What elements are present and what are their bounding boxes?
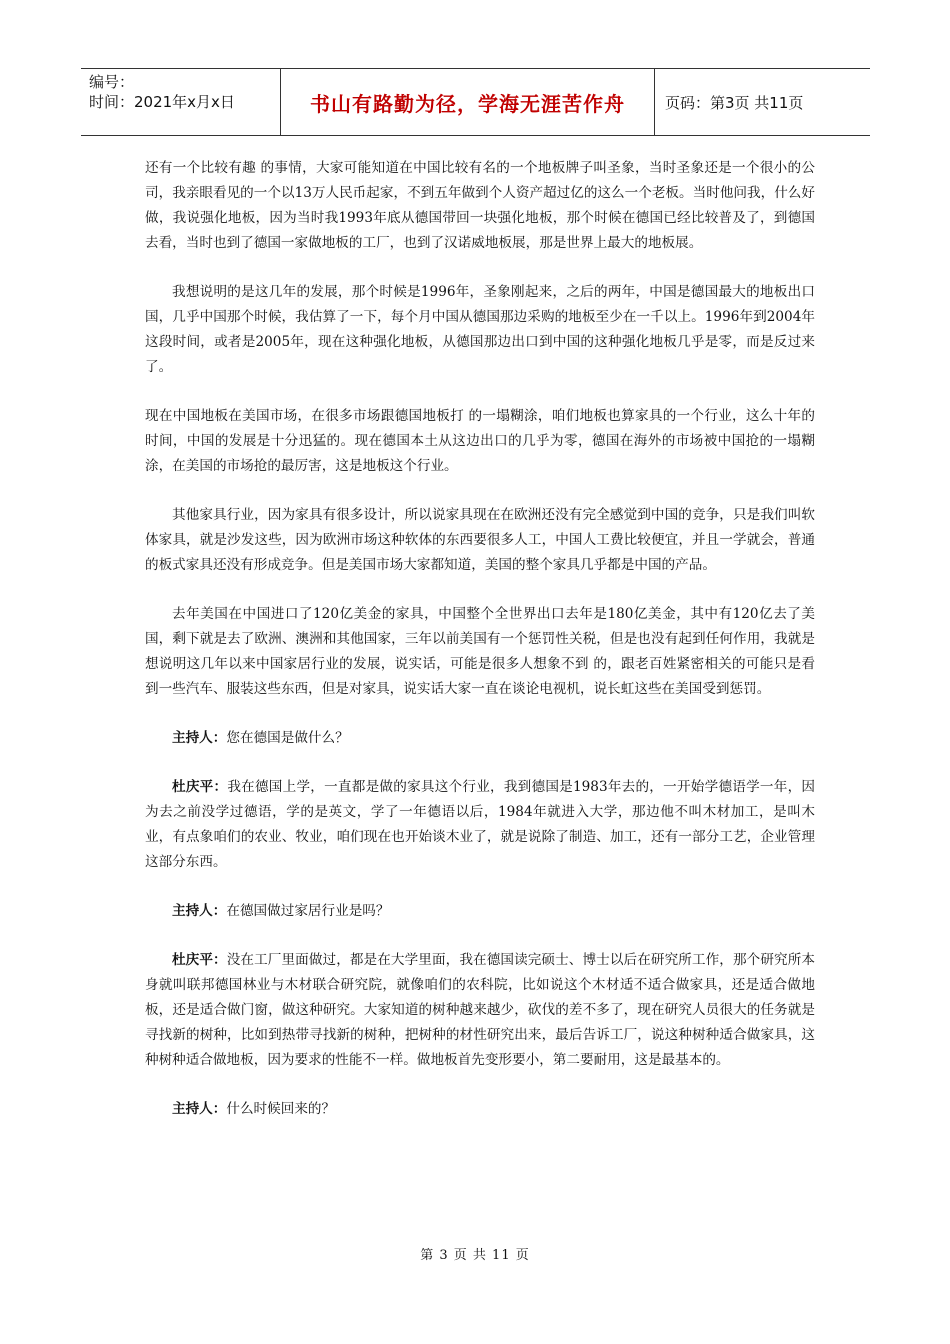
speaker-label: 主持人： xyxy=(172,730,227,746)
paragraph: 还有一个比较有趣 的事情，大家可能知道在中国比较有名的一个地板牌子叫圣象，当时圣象还是一个很小的公司，我亲眼看见的一个以13万人民币起家，不到五年做到个人资产超过亿的这么一个老板。当时他问我，什么好做，我说强化地板，因为当时我1993年底从德国带回一块强化地板，那个时候在德国已经比较普及了，到德国去看，当时也到了德国一家做地板的工厂，也到了汉诺威地板展，那是世界上最大的地板展。 xyxy=(145,160,815,251)
speaker-label: 杜庆平： xyxy=(172,779,228,795)
dialogue-line: 杜庆平：没在工厂里面做过，都是在大学里面，我在德国读完硕士、博士以后在研究所工作，那个研究所本身就叫联邦德国林业与木材联合研究院，就像咱们的农科院，比如说这个木材适不适合做家具，还是适合做地板，还是适合做门窗，做这种研究。大家知道的树种越来越少，砍伐的差不多了，现在研究人员很大的任务就是寻找新的树种，比如到热带寻找新的树种，把树种的材性研究出来，最后告诉工厂，说这种树种适合做家具，这种树种适合做地板，因为要求的性能不一样。做地板首先变形要小，第二要耐用，这是最基本的。 xyxy=(145,952,816,1068)
speaker-label: 杜庆平： xyxy=(172,952,227,968)
paragraph: 去年美国在中国进口了120亿美金的家具，中国整个全世界出口去年是180亿美金，其中有120亿去了美国，剩下就是去了欧洲、澳洲和其他国家，三年以前美国有一个惩罚性关税，但是也没有起到任何作用，我就是想说明这几年以来中国家居行业的发展，说实话，可能是很多人想象不到 的，跟老百姓紧密相关的可能只是看到一些汽车、服装这些东西，但是对家具，说实话大家一直在谈论电视机，说长虹这些在美国受到惩罚。 xyxy=(145,606,815,697)
header-page-cell xyxy=(655,69,870,135)
paragraph: 我想说明的是这几年的发展，那个时候是1996年，圣象刚起来，之后的两年，中国是德国最大的地板出口国，几乎中国那个时候，我估算了一下，每个月中国从德国那边采购的地板至少在一千以上。1996年到2004年这段时间，或者是2005年，现在这种强化地板，从德国那边出口到中国的这种强化地板几乎是零，而是反过来了。 xyxy=(145,284,815,375)
page-header xyxy=(81,68,870,136)
header-motto-cell xyxy=(281,69,655,135)
doc-date-label: 时间：2021年x月x日 xyxy=(89,93,235,111)
dialogue-line: 主持人：在德国做过家居行业是吗？ xyxy=(172,903,390,919)
header-motto: 书山有路勤为径，学海无涯苦作舟 xyxy=(310,91,625,116)
speaker-label: 主持人： xyxy=(172,903,227,919)
header-page-info: 页码：第3页 共11页 xyxy=(665,93,804,112)
dialogue-line: 杜庆平：我在德国上学，一直都是做的家具这个行业，我到德国是1983年去的，一开始学德语学一年，因为去之前没学过德语，学的是英文，学了一年德语以后，1984年就进入大学，那边他不叫木材加工，是叫木业，有点象咱们的农业、牧业，咱们现在也开始谈木业了，就是说除了制造、加工，还有一部分工艺，企业管理这部分东西。 xyxy=(145,779,816,870)
paragraph: 现在中国地板在美国市场，在很多市场跟德国地板打 的一塌糊涂，咱们地板也算家具的一个行业，这么十年的时间，中国的发展是十分迅猛的。现在德国本土从这边出口的几乎为零，德国在海外的市场被中国抢的一塌糊涂，在美国的市场抢的最厉害，这是地板这个行业。 xyxy=(145,408,815,474)
page-footer: 第 3 页 共 11 页 xyxy=(420,1248,530,1263)
dialogue-line: 主持人：您在德国是做什么？ xyxy=(172,730,349,746)
document-body xyxy=(145,156,815,1122)
header-meta xyxy=(81,69,281,135)
doc-number-label: 编号： xyxy=(89,73,135,91)
dialogue-line: 主持人：什么时候回来的？ xyxy=(172,1101,336,1117)
speaker-label: 主持人： xyxy=(172,1101,227,1117)
paragraph: 其他家具行业，因为家具有很多设计，所以说家具现在在欧洲还没有完全感觉到中国的竞争，只是我们叫软体家具，就是沙发这些，因为欧洲市场这种软体的东西要很多人工，中国人工费比较便宜，并且一学就会，普通的板式家具还没有形成竞争。但是美国市场大家都知道，美国的整个家具几乎都是中国的产品。 xyxy=(145,507,815,573)
